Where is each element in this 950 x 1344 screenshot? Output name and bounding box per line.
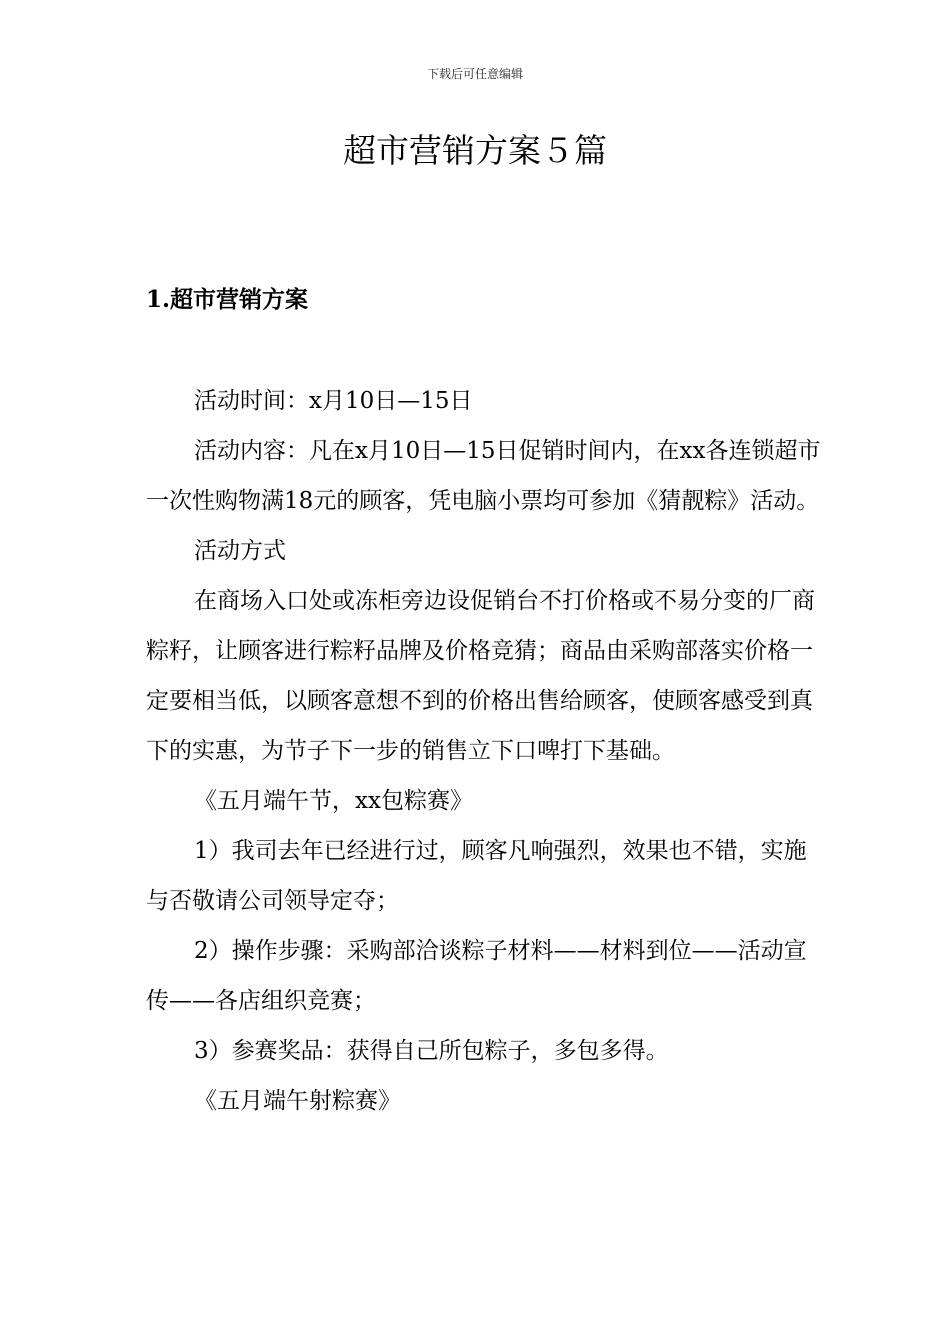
paragraph-activity-method-heading: 活动方式	[194, 538, 286, 564]
paragraph-shooting-contest-title: 《五月端午射粽赛》	[194, 1088, 401, 1114]
paragraph-activity-method: 在商场入口处或冻柜旁边设促销台不打价格或不易分变的厂商粽籽，让顾客进行粽籽品牌及价格竞猜；商品由采购部落实价格一定要相当低，以顾客意想不到的价格出售给顾客，使顾客感受到真下的实惠，为节子下一步的销售立下口啤打下基础。	[146, 588, 815, 764]
paragraph-activity-time: 活动时间：x月10日—15日	[194, 388, 473, 414]
document-title: 超市营销方案５篇	[343, 131, 607, 170]
paragraph-zongzi-contest-title: 《五月端午节，xx包粽赛》	[194, 788, 473, 814]
section-heading: 1.超市营销方案	[146, 286, 309, 313]
paragraph-step-3: 3）参赛奖品：获得自己所包粽子，多包多得。	[194, 1038, 669, 1064]
paragraph-activity-content: 活动内容：凡在x月10日—15日促销时间内，在xx各连锁超市一次性购物满18元的顾客，凭电脑小票均可参加《猜靓粽》活动。	[146, 438, 821, 514]
paragraph-step-1: 1）我司去年已经进行过，顾客凡响强烈，效果也不错，实施与否敬请公司领导定夺；	[146, 838, 807, 914]
document-body	[146, 376, 826, 1126]
header-note: 下载后可任意编辑	[426, 67, 523, 81]
paragraph-step-2: 2）操作步骤：采购部洽谈粽子材料——材料到位——活动宣传——各店组织竞赛；	[146, 938, 807, 1014]
